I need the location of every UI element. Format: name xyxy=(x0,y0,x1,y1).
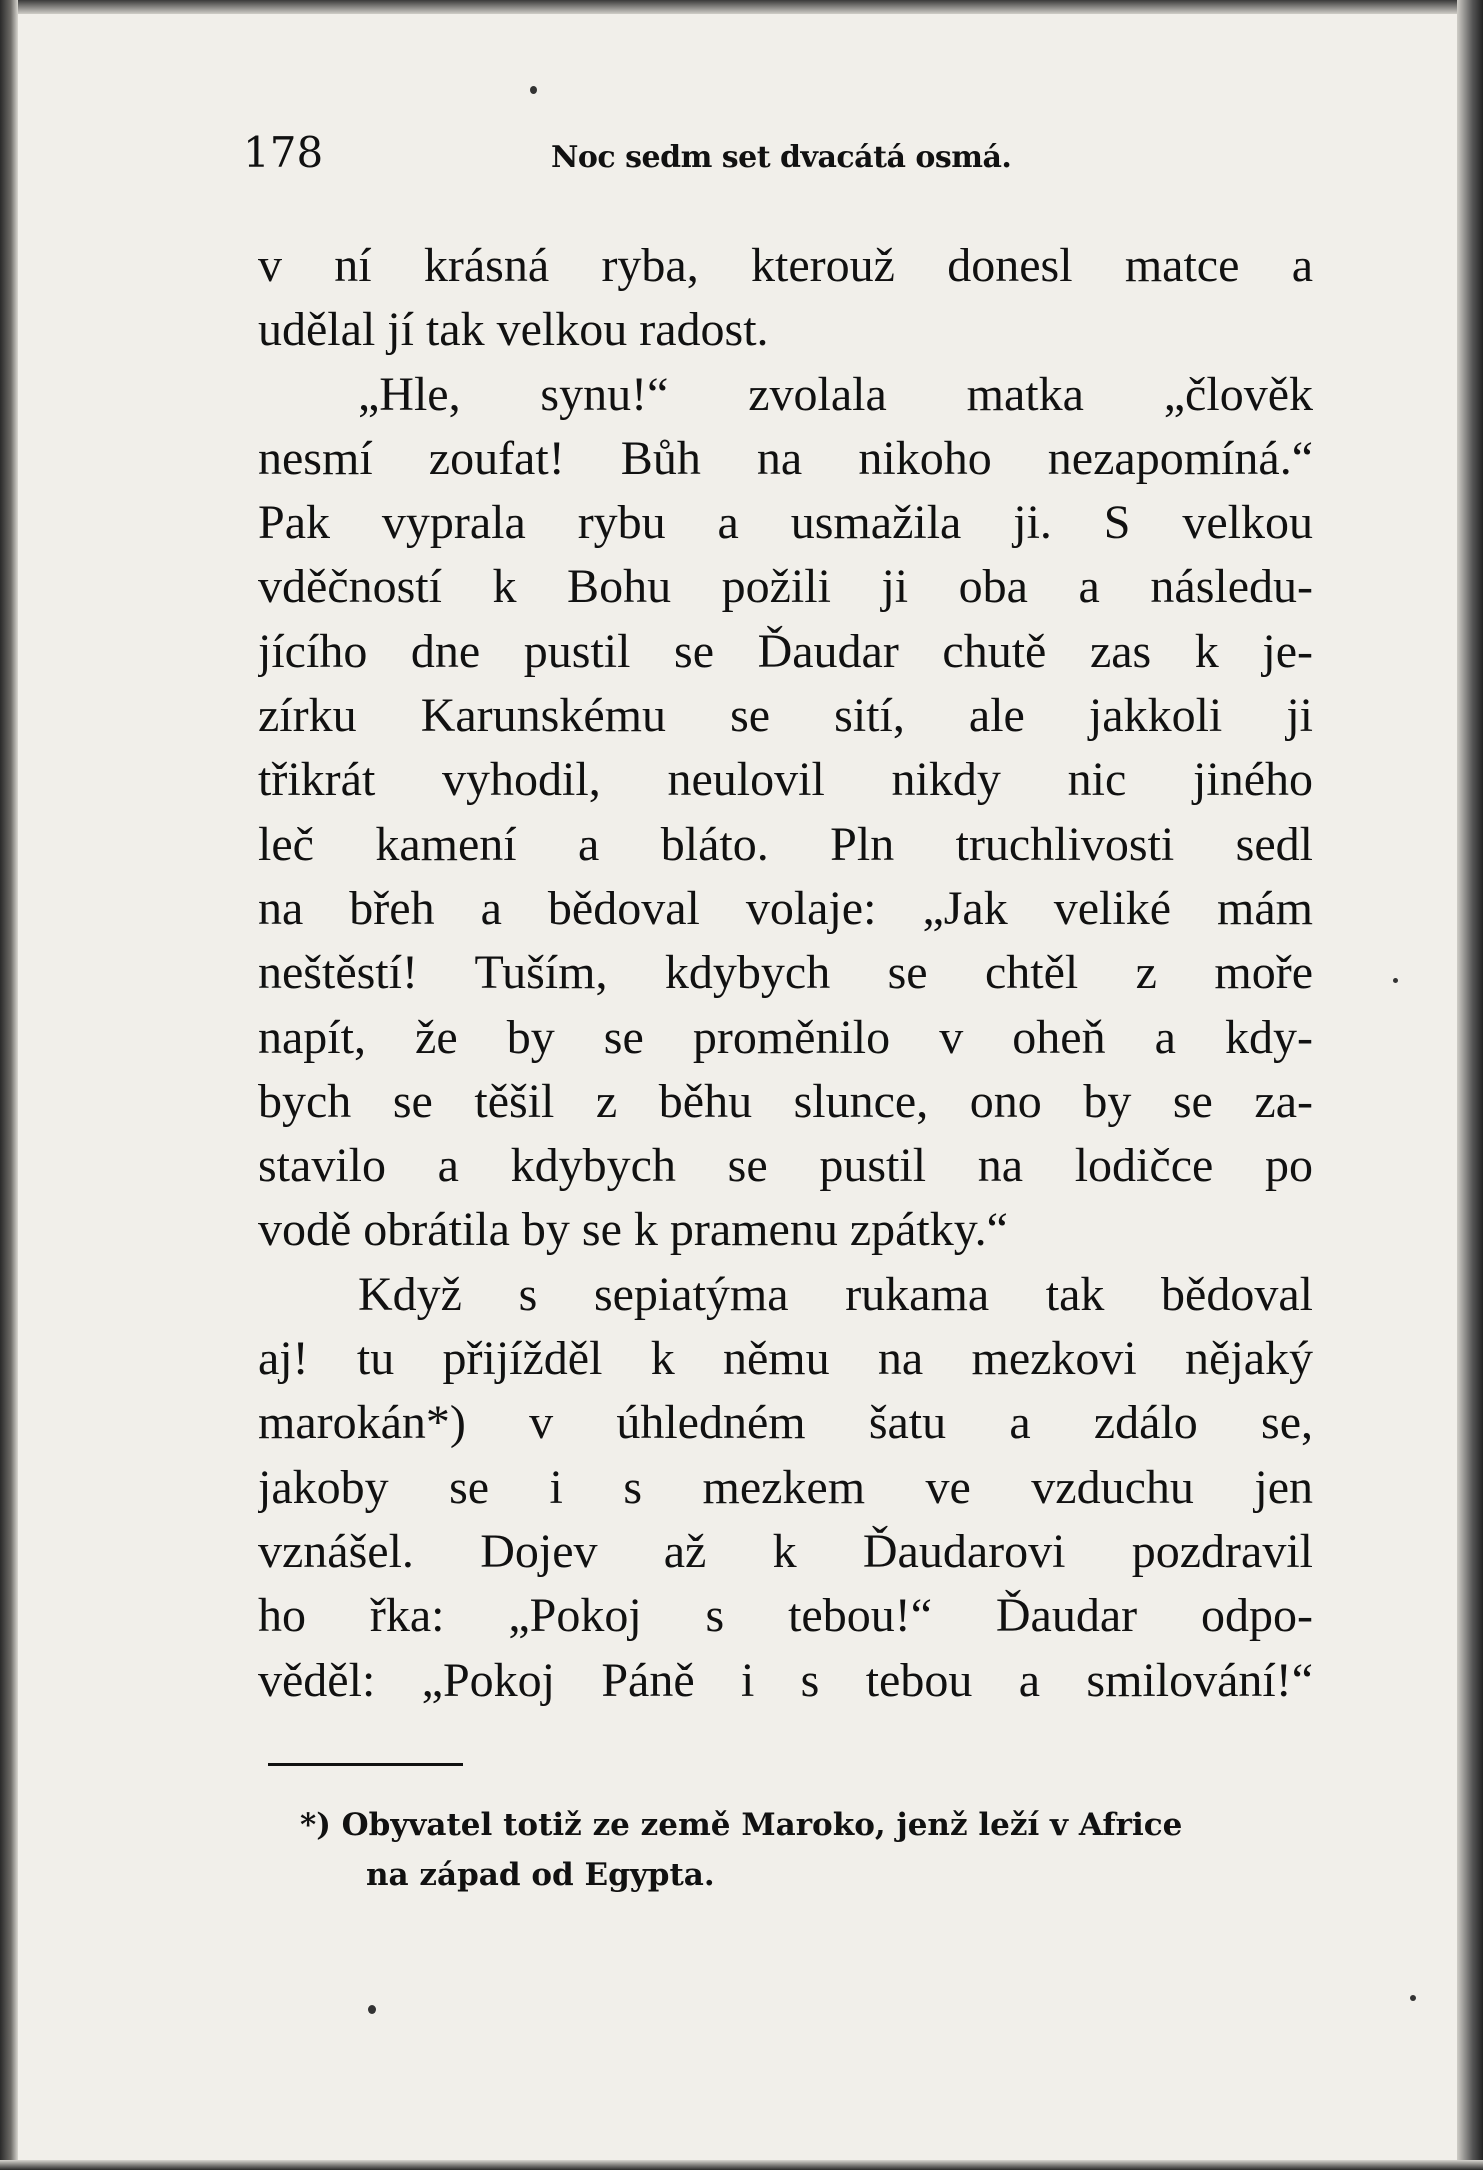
ink-speck xyxy=(368,2005,376,2014)
text-line: napít, že by se proměnilo v oheň a kdy- xyxy=(258,1010,1313,1064)
text-line: Když s sepiatýma rukama tak bědoval xyxy=(358,1267,1313,1321)
text-line: zírku Karunskému se sití, ale jakkoli ji xyxy=(258,689,1313,743)
text-line: stavilo a kdybych se pustil na lodičce po xyxy=(258,1139,1313,1193)
page-number: 178 xyxy=(243,128,324,177)
text-line: ho řka: „Pokoj s tebou!“ Ďaudar odpo- xyxy=(258,1589,1313,1643)
text-line: nesmí zoufat! Bůh na nikoho nezapomíná.“ xyxy=(258,431,1313,485)
text-line: jícího dne pustil se Ďaudar chutě zas k je- xyxy=(258,624,1313,678)
body-text xyxy=(258,234,1313,1713)
text-line: vděčností k Bohu požili ji oba a následu- xyxy=(258,560,1313,614)
page-edge-bottom xyxy=(0,2160,1483,2170)
footnote-line: na západ od Egypta. xyxy=(366,1857,715,1893)
page-edge-top xyxy=(0,0,1483,14)
text-line: vznášel. Dojev až k Ďaudarovi pozdravil xyxy=(258,1524,1313,1578)
text-line: Pak vyprala rybu a usmažila ji. S velkou xyxy=(258,496,1313,550)
footnote xyxy=(300,1800,1315,1900)
ink-speck xyxy=(1410,1995,1416,2001)
text-line: leč kamení a bláto. Pln truchlivosti sedl xyxy=(258,817,1313,871)
text-line: bych se těšil z běhu slunce, ono by se za- xyxy=(258,1074,1313,1128)
page-edge-left xyxy=(0,0,18,2170)
text-line: vodě obrátila by se k pramenu zpátky.“ xyxy=(258,1203,1008,1257)
page-header xyxy=(243,128,1093,188)
ink-speck xyxy=(530,86,537,94)
text-line: třikrát vyhodil, neulovil nikdy nic jiného xyxy=(258,753,1313,807)
ink-speck xyxy=(1393,978,1398,983)
running-title: Noc sedm set dvacátá osmá. xyxy=(551,140,1012,175)
text-line: „Hle, synu!“ zvolala matka „člověk xyxy=(358,367,1313,421)
text-line: aj! tu přijížděl k němu na mezkovi nějaký xyxy=(258,1332,1313,1386)
text-line: v ní krásná ryba, kterouž donesl matce a xyxy=(258,239,1313,292)
footnote-divider xyxy=(268,1763,463,1766)
text-line: jakoby se i s mezkem ve vzduchu jen xyxy=(258,1460,1313,1514)
text-line: neštěstí! Tuším, kdybych se chtěl z moře xyxy=(258,946,1313,1000)
text-line: věděl: „Pokoj Páně i s tebou a smilování!“ xyxy=(258,1653,1313,1707)
page-edge-right xyxy=(1457,0,1483,2170)
text-line: marokán*) v úhledném šatu a zdálo se, xyxy=(258,1396,1313,1450)
text-line: na břeh a bědoval volaje: „Jak veliké mám xyxy=(258,881,1313,935)
footnote-line: *) Obyvatel totiž ze země Maroko, jenž leží v Africe xyxy=(300,1807,1183,1843)
text-line: udělal jí tak velkou radost. xyxy=(258,303,769,357)
